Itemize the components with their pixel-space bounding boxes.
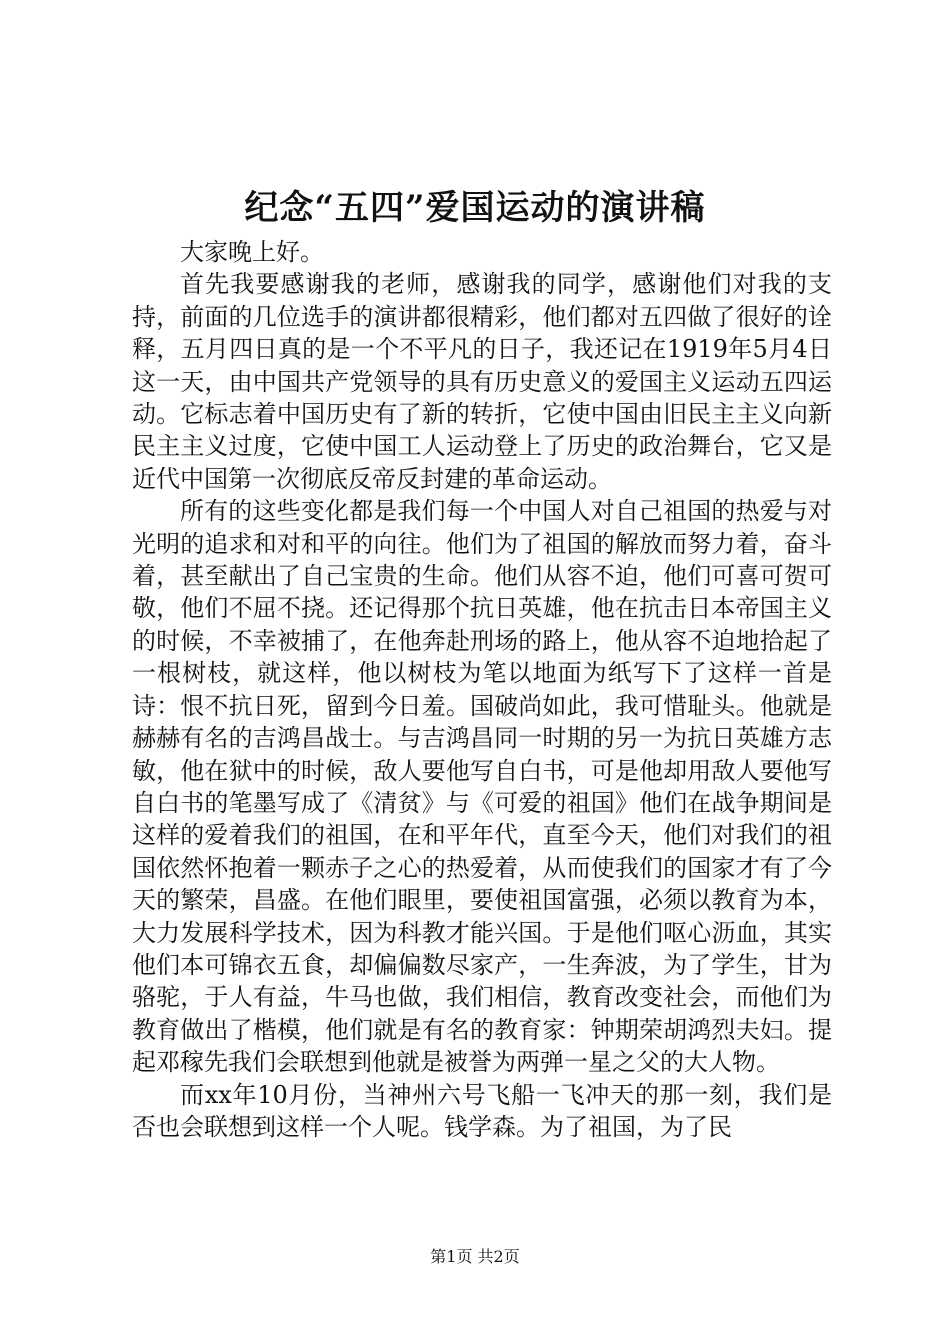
paragraph-introduction: 首先我要感谢我的老师，感谢我的同学，感谢他们对我的支持，前面的几位选手的演讲都很精彩，他们都对五四做了很好的诠释，五月四日真的是一个不平凡的日子，我还记在1919年5月4日这一天，由中国共产党领导的具有历史意义的爱国主义运动五四运动。它标志着中国历史有了新的转折，它使中国由旧民主主义向新民主主义过度，它使中国工人运动登上了历史的政治舞台，它又是近代中国第一次彻底反帝反封建的革命运动。 [132, 270, 832, 493]
document-body [132, 236, 832, 1143]
page-number-footer: 第1页 共2页 [430, 1247, 520, 1266]
paragraph-greeting: 大家晚上好。 [180, 238, 324, 266]
paragraph-qian-xuesen: 而xx年10月份，当神州六号飞船一飞冲天的那一刻，我们是否也会联想到这样一个人呢。钱学森。为了祖国，为了民 [132, 1080, 832, 1141]
paragraph-heroes: 所有的这些变化都是我们每一个中国人对自己祖国的热爱与对光明的追求和对和平的向往。他们为了祖国的解放而努力着，奋斗着，甚至献出了自己宝贵的生命。他们从容不迫，他们可喜可贺可敬，他们不屈不挠。还记得那个抗日英雄，他在抗击日本帝国主义的时候，不幸被捕了，在他奔赴刑场的路上，他从容不迫地拾起了一根树枝，就这样，他以树枝为笔以地面为纸写下了这样一首是诗：恨不抗日死，留到今日羞。国破尚如此，我可惜耻头。他就是赫赫有名的吉鸿昌战士。与吉鸿昌同一时期的另一为抗日英雄方志敏，他在狱中的时候，敌人要他写自白书，可是他却用敌人要他写自白书的笔墨写成了《清贫》与《可爱的祖国》他们在战争期间是这样的爱着我们的祖国，在和平年代，直至今天，他们对我们的祖国依然怀抱着一颗赤子之心的热爱着，从而使我们的国家才有了今天的繁荣，昌盛。在他们眼里，要使祖国富强，必须以教育为本，大力发展科学技术，因为科教才能兴国。于是他们呕心沥血，其实他们本可锦衣五食，却偏偏数尽家产，一生奔波，为了学生，甘为骆驼，于人有益，牛马也做，我们相信，教育改变社会，而他们为教育做出了楷模，他们就是有名的教育家：钟期荣胡鸿烈夫妇。提起邓稼先我们会联想到他就是被誉为两弹一星之父的大人物。 [132, 497, 832, 1077]
document-title: 纪念“五四”爱国运动的演讲稿 [244, 188, 706, 228]
